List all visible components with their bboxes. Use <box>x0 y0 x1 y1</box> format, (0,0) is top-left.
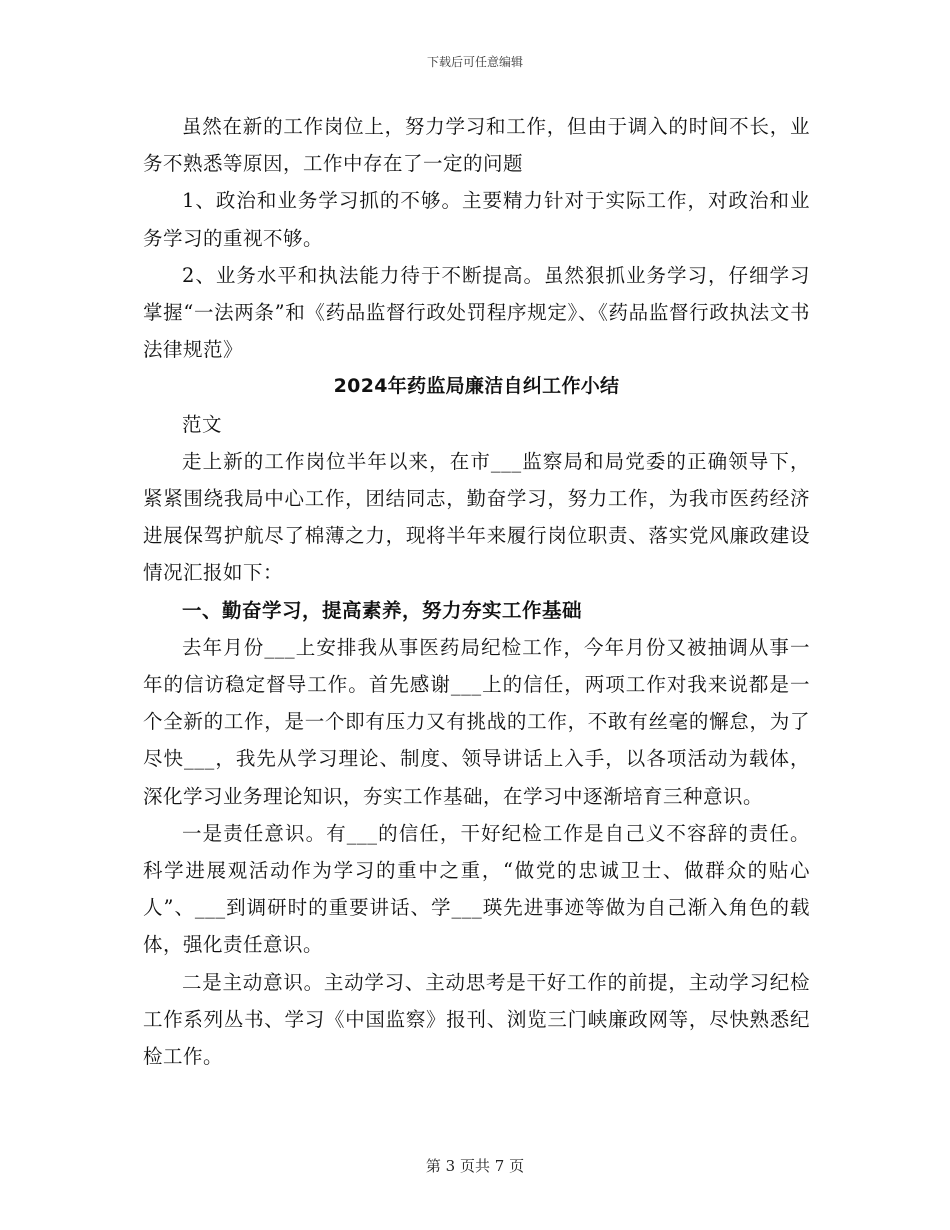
paragraph-study: 去年月份___上安排我从事医药局纪检工作，今年月份又被抽调从事一年的信访稳定督导工作。首先感谢___上的信任，两项工作对我来说都是一个全新的工作，是一个即有压力又有挑战的工作，不敢有丝毫的懈怠，为了尽快___，我先从学习理论、制度、领导讲话上入手，以各项活动为载体，深化学习业务理论知识，夯实工作基础，在学习中逐渐培育三种意识。 <box>143 635 810 808</box>
paragraph-intro: 走上新的工作岗位半年以来，在市___监察局和局党委的正确领导下，紧紧围绕我局中心工作，团结同志，勤奋学习，努力工作，为我市医药经济进展保驾护航尽了棉薄之力，现将半年来履行岗位职责、落实党风廉政建设情况汇报如下： <box>143 449 810 585</box>
paragraph-problem-2: 2、业务水平和执法能力待于不断提高。虽然狠抓业务学习，仔细学习掌握“一法两条”和《药品监督行政处罚程序规定》、《药品监督行政执法文书法律规范》 <box>143 263 810 362</box>
section-heading-1: 一、勤奋学习，提高素养，努力夯实工作基础 <box>182 598 583 622</box>
document-body <box>143 108 810 1075</box>
paragraph-initiative: 二是主动意识。主动学习、主动思考是干好工作的前提，主动学习纪检工作系列丛书、学习《中国监察》报刊、浏览三门峡廉政网等，尽快熟悉纪检工作。 <box>143 970 810 1069</box>
page-header-note: 下载后可任意编辑 <box>426 55 523 69</box>
page-number: 第 3 页共 7 页 <box>425 1157 525 1175</box>
paragraph-problem-1: 1、政治和业务学习抓的不够。主要精力针对于实际工作，对政治和业务学习的重视不够。 <box>143 189 810 250</box>
document-title: 2024年药监局廉洁自纠工作小结 <box>333 375 620 398</box>
paragraph-problems-intro: 虽然在新的工作岗位上，努力学习和工作，但由于调入的时间不长，业务不熟悉等原因，工作中存在了一定的问题 <box>143 115 810 176</box>
sample-label: 范文 <box>182 412 223 436</box>
paragraph-responsibility: 一是责任意识。有___的信任，干好纪检工作是自己义不容辞的责任。科学进展观活动作为学习的重中之重，“做党的忠诚卫士、做群众的贴心人”、___到调研时的重要讲话、学___瑛先进事迹等做为自己渐入角色的载体，强化责任意识。 <box>143 821 810 957</box>
